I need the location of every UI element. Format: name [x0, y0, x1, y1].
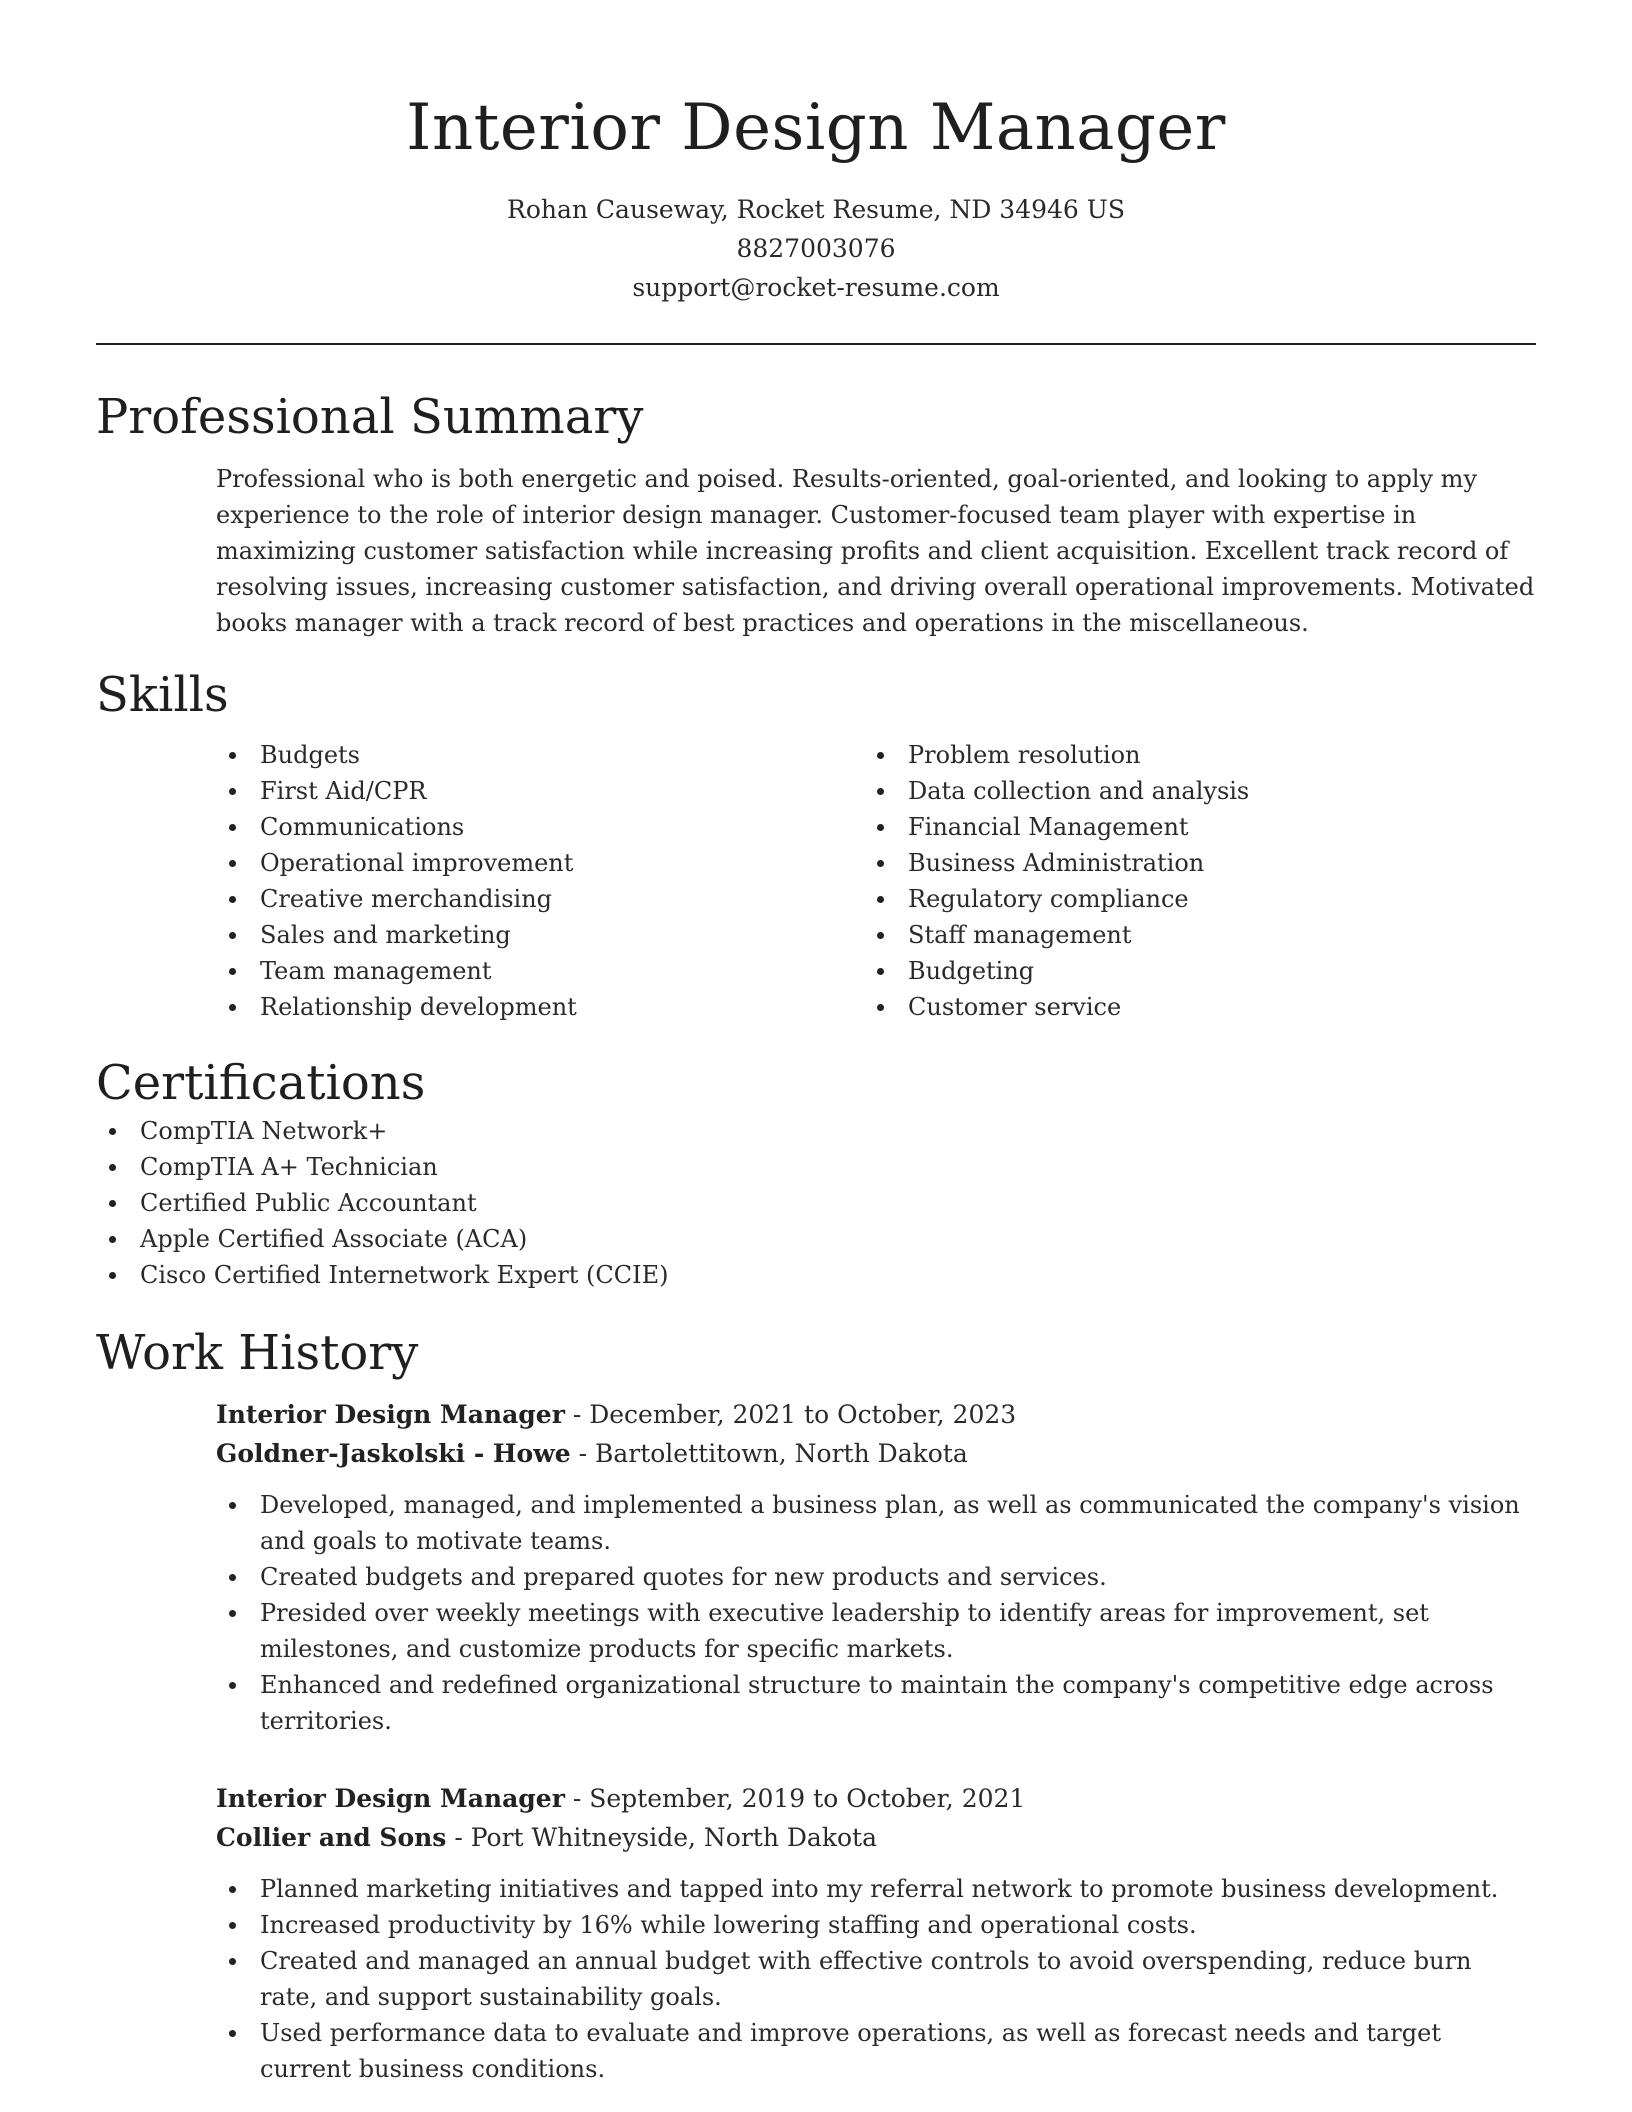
contact-block	[96, 190, 1536, 307]
job-company: Goldner-Jaskolski - Howe	[216, 1439, 571, 1468]
job-duty-item: Increased productivity by 16% while lowering staffing and operational costs.	[216, 1907, 1536, 1943]
work-history-section	[96, 1323, 1536, 2087]
job-duty-item: Presided over weekly meetings with executive leadership to identify areas for improvement, set milestones, and customize products for specific markets.	[216, 1595, 1536, 1667]
job-location: Bartolettitown, North Dakota	[594, 1439, 968, 1468]
skills-column-left	[216, 737, 864, 1025]
summary-heading: Professional Summary	[96, 389, 644, 445]
header-divider	[96, 343, 1536, 345]
contact-phone: 8827003076	[736, 234, 896, 263]
job-duties-list	[216, 1871, 1536, 2087]
skills-section	[96, 665, 1536, 1025]
skill-item: Staff management	[864, 917, 1512, 953]
certifications-heading: Certifications	[96, 1055, 426, 1111]
job-duty-item: Used performance data to evaluate and improve operations, as well as forecast needs and target current business conditions.	[216, 2015, 1536, 2087]
job-title: Interior Design Manager	[216, 1400, 565, 1429]
job-dates: December, 2021 to October, 2023	[589, 1400, 1017, 1429]
job-entry	[216, 1779, 1536, 2087]
skill-item: Problem resolution	[864, 737, 1512, 773]
certification-item: Apple Certified Associate (ACA)	[96, 1221, 1536, 1257]
skill-item: Business Administration	[864, 845, 1512, 881]
skill-item: Budgets	[216, 737, 864, 773]
job-duty-item: Created and managed an annual budget with effective controls to avoid overspending, reduce burn rate, and support sustainability goals.	[216, 1943, 1536, 2015]
job-dates: September, 2019 to October, 2021	[589, 1784, 1026, 1813]
job-duty-item: Developed, managed, and implemented a business plan, as well as communicated the company's vision and goals to motivate teams.	[216, 1487, 1536, 1559]
skills-list-right	[864, 737, 1512, 1025]
job-title-line: Interior Design Manager - December, 2021 to October, 2023	[216, 1400, 1017, 1429]
skill-item: First Aid/CPR	[216, 773, 864, 809]
skills-list-left	[216, 737, 864, 1025]
job-title: Interior Design Manager	[216, 1784, 565, 1813]
job-company: Collier and Sons	[216, 1823, 447, 1852]
skills-column-right	[864, 737, 1512, 1025]
skill-item: Customer service	[864, 989, 1512, 1025]
skill-item: Communications	[216, 809, 864, 845]
job-duty-item: Planned marketing initiatives and tapped into my referral network to promote business development.	[216, 1871, 1536, 1907]
certification-item: Cisco Certified Internetwork Expert (CCIE)	[96, 1257, 1536, 1293]
resume-title: Interior Design Manager	[406, 91, 1226, 165]
resume-header	[96, 0, 1536, 307]
skill-item: Data collection and analysis	[864, 773, 1512, 809]
skill-item: Team management	[216, 953, 864, 989]
certification-item: CompTIA Network+	[96, 1113, 1536, 1149]
work-history-heading: Work History	[96, 1325, 419, 1381]
skill-item: Sales and marketing	[216, 917, 864, 953]
job-duty-item: Enhanced and redefined organizational structure to maintain the company's competitive edge across territories.	[216, 1667, 1536, 1739]
skill-item: Budgeting	[864, 953, 1512, 989]
summary-text: Professional who is both energetic and poised. Results-oriented, goal-oriented, and looking to apply my experience to the role of interior design manager. Customer-focused team player with expertise in maximizing customer satisfaction while increasing profits and client acquisition. Excellent track record of resolving issues, increasing customer satisfaction, and driving overall operational improvements. Motivated books manager with a track record of best practices and operations in the miscellaneous.	[216, 465, 1535, 637]
skill-item: Relationship development	[216, 989, 864, 1025]
job-company-line: Collier and Sons - Port Whitneyside, North Dakota	[216, 1823, 877, 1852]
certifications-list	[96, 1113, 1536, 1293]
job-title-line: Interior Design Manager - September, 2019 to October, 2021	[216, 1784, 1026, 1813]
skills-heading: Skills	[96, 667, 229, 723]
certification-item: Certified Public Accountant	[96, 1185, 1536, 1221]
certification-item: CompTIA A+ Technician	[96, 1149, 1536, 1185]
job-duties-list	[216, 1487, 1536, 1739]
job-entry	[216, 1395, 1536, 1739]
job-company-line: Goldner-Jaskolski - Howe - Bartolettitown, North Dakota	[216, 1439, 968, 1468]
contact-address: Rohan Causeway, Rocket Resume, ND 34946 US	[507, 195, 1125, 224]
certifications-section	[96, 1053, 1536, 1293]
skill-item: Regulatory compliance	[864, 881, 1512, 917]
contact-email: support@rocket-resume.com	[632, 273, 1000, 302]
skill-item: Creative merchandising	[216, 881, 864, 917]
job-duty-item: Created budgets and prepared quotes for new products and services.	[216, 1559, 1536, 1595]
skills-grid	[216, 737, 1536, 1025]
skill-item: Financial Management	[864, 809, 1512, 845]
summary-section	[96, 387, 1536, 641]
skill-item: Operational improvement	[216, 845, 864, 881]
job-location: Port Whitneyside, North Dakota	[470, 1823, 877, 1852]
